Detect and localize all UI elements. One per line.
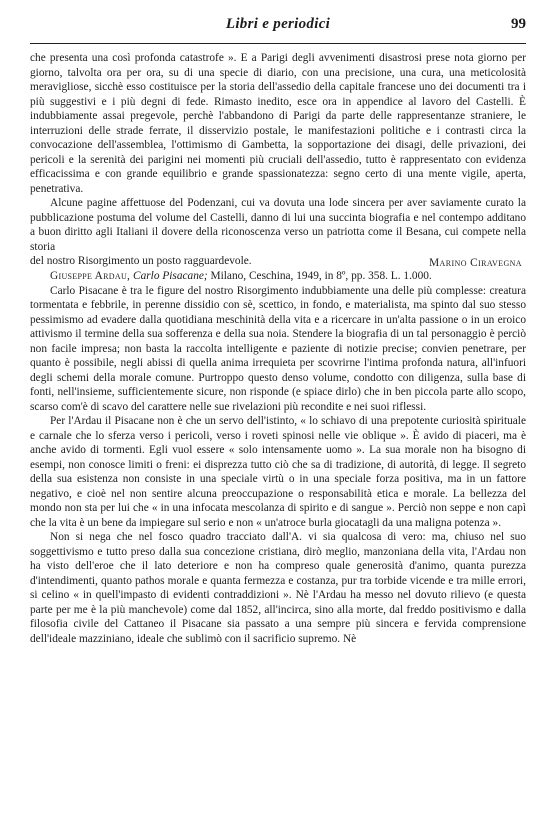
review-2-paragraph-2: Per l'Ardau il Pisacane non è che un servo dell'istinto, « lo schiavo di una prepotente curiosità spirituale e carnale che lo sferza verso i pericoli, verso i roveti spinosi nelle vie oblique ». È avido di piaceri, ma è anche avido di tormenti. Egli vuol essere « solo intensamente uomo ». La sua morale non ha bisogno di esempi, non conosce limiti o freni: ei disprezza tutto ciò che sa di tradizione, di autorità, di legge. Il segreto della sua esistenza non consiste in una speciale virtù o in una speciale forza positiva, ma in un fattore negativo, e cioè nel non sentire alcuna preoccupazione o responsabilità etica e morale. La bellezza del mondo non sta per lui che « in una infocata mescolanza di spirito e di sangue ». Perciò non seppe e non capì che la vita è un bene da impiegare sul serio e non « un'atroce burla giocatagli da una maligna potenza ». — [30, 415, 526, 529]
review-2-paragraph-3: Non si nega che nel fosco quadro tracciato dall'A. vi sia qualcosa di vero: ma, chiuso nel suo soggettivismo e tutto preso dalla sua concezione cristiana, dirò meglio, manzoniana della vita, l'Ardau non ha visto dell'eroe che il lato deteriore e non ha compreso quale generosità d'animo, quanta purezza d'intendimenti, quanto pathos morale e quanta fermezza e costanza, pur tra torbide vicende e tra mille errori, si celino « in quell'impasto di evidenti contraddizioni ». Nè l'Ardau ha messo nel dovuto rilievo (e questa parte per me è la più manchevole) come dal 1852, all'incirca, sino alla morte, dal freddo positivismo e dalla filosofia civile del Cattaneo il Pisacane sia passato a una sempre più sincera e fervida comprensione dell'ideale mazziniano, ideale che sublimò con il sacrificio supremo. Nè — [30, 531, 526, 645]
book-title: Carlo Pisacane; — [133, 269, 208, 282]
review-2-heading — [30, 269, 526, 284]
review-1-paragraph-1: che presenta una così profonda catastrofe ». E a Parigi degli avvenimenti disastrosi prese nota giorno per giorno, talvolta ora per ora, su di una specie di diario, con una precisione, una cura, una meticolosità meravigliose, sicchè esso costituisce per la storia dell'assedio della capitale francese uno dei documenti tra i più suggestivi e i più degni di fede. Rimasto inedito, esce ora in appendice al lavoro del Castelli. È indubbiamente assai pregevole, perchè l'abbandono di Parigi da parte delle rappresentanze straniere, le interruzioni delle strade ferrate, il disservizio postale, le manifestazioni politiche e i contrasti circa la convocazione dell'assemblea, l'ottimismo di Gambetta, la sopportazione dei disagi, delle privazioni, dei pericoli e la serenità dei parigini nei momenti più cruciali dell'assedio, tutto è rappresentato con evidenza efficacissima e con grande equilibrio e grande spassionatezza: segno certo di una mente vigile, aperta, penetrativa. — [30, 52, 526, 195]
page-number: 99 — [511, 16, 526, 32]
signature-line — [30, 254, 526, 269]
reviewer-signature: Marino Ciravegna — [429, 257, 522, 269]
page-header — [30, 16, 526, 40]
review-1-closing-line: del nostro Risorgimento un posto ragguardevole. — [30, 255, 252, 267]
page-body — [30, 51, 526, 646]
review-1-paragraph-2: Alcune pagine affettuose del Podenzani, cui va dovuta una lode sincera per aver saviamente curato la pubblicazione postuma del volume del Castelli, danno di lui una succinta biografia e nel contempo additano a buon diritto agli Italiani il dovere della riconoscenza verso un patriotta come il Besana, cui compete nella storia — [30, 197, 526, 253]
review-2-paragraph-1: Carlo Pisacane è tra le figure del nostro Risorgimento indubbiamente una delle più complesse: creatura tormentata e febbrile, in perenne dissidio con sè, scettico, in fondo, e materialista, ma spinto dal suo stesso pessimismo ad evadere dalla quotidiana meschinità della vita e a ricercare in un'alta passione o in un eroico attivismo il termine della sua sofferenza e della sua noia. Stendere la biografia di un tal personaggio è perciò non facile impresa; non basta la raccolta intelligente e paziente di notizie precise; convien penetrare, per quanto è possibile, negli abissi di quella anima irrequieta per scovrirne l'intima profonda natura, all'infuori degli schemi della morale comune. Purtroppo questo denso volume, condotto con diligenza, sulla base di fonti, nell'insieme, sufficientemente sicure, non risponde (e spiace dirlo) che in ben piccola parte allo scopo, scarso com'è di scavo del carattere nelle sue rivelazioni più recondite e nei suoi riflessi. — [30, 284, 526, 413]
running-title: Libri e periodici — [225, 16, 331, 32]
publication-details: Milano, Ceschina, 1949, in 8º, pp. 358. L. 1.000. — [210, 269, 432, 282]
book-author: Giuseppe Ardau, — [50, 269, 131, 282]
header-rule — [30, 43, 526, 44]
